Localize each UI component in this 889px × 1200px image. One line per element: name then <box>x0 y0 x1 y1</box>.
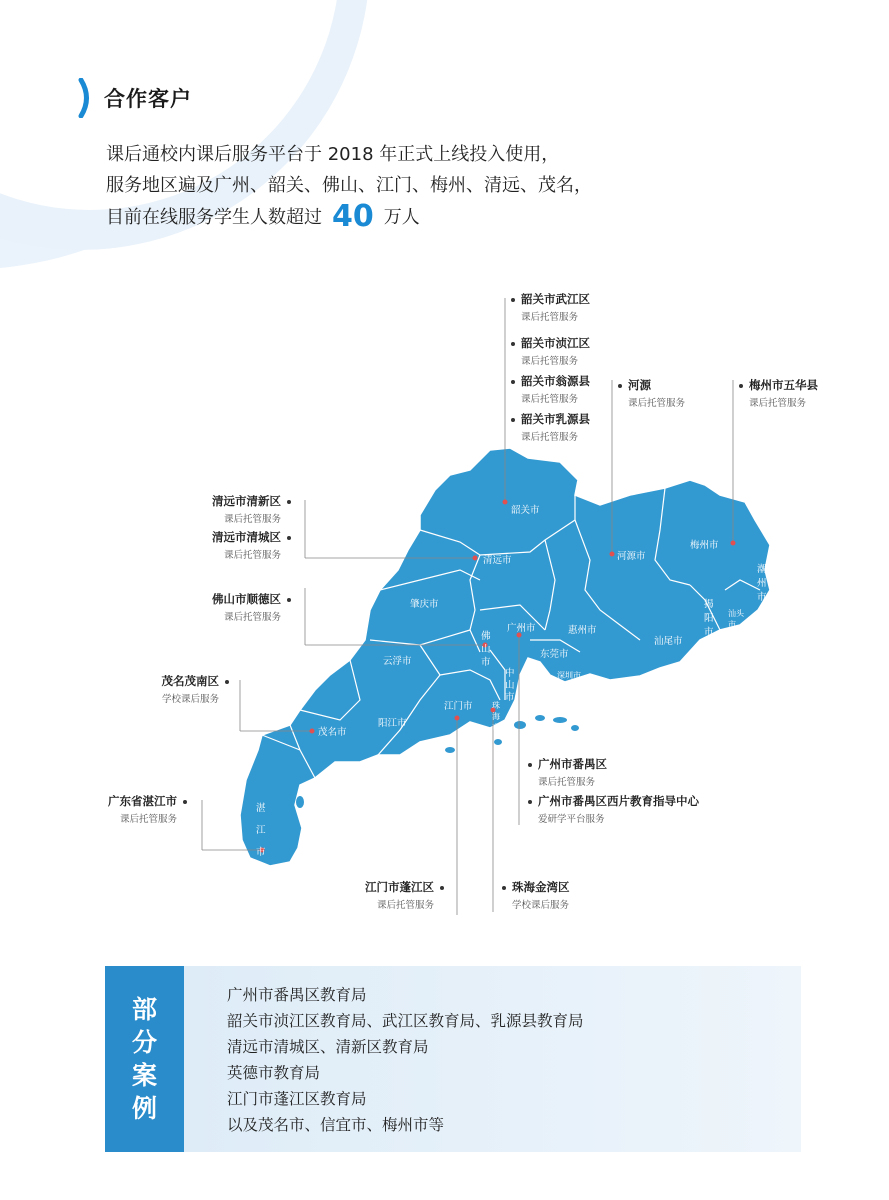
city-label: 韶关市 <box>511 505 540 516</box>
island <box>494 739 502 745</box>
city-label: 惠州市 <box>568 625 597 636</box>
city-label: 梅州市 <box>690 540 719 551</box>
city-label: 河源市 <box>617 551 646 562</box>
case-item: 韶关市浈江区教育局、武江区教育局、乳源县教育局 <box>227 1012 584 1030</box>
intro-line-1: 课后通校内课后服务平台于 2018 年正式上线投入使用， <box>106 144 560 165</box>
island <box>535 715 545 721</box>
city-label: 阳江市 <box>378 718 407 729</box>
city-label: 中山市 <box>505 668 515 703</box>
callout: 佛山市顺德区 课后托管服务 <box>212 592 297 625</box>
callout: 珠海金湾区 学校课后服务 <box>496 880 570 913</box>
cases-list <box>227 982 584 1138</box>
island <box>571 725 579 731</box>
callout: 茂名茂南区 学校课后服务 <box>162 674 236 707</box>
city-label: 佛山市 <box>481 631 491 668</box>
intro-text <box>106 140 592 233</box>
section-header <box>78 78 192 118</box>
island <box>296 796 304 808</box>
city-label: 深圳市 <box>557 671 581 680</box>
island <box>445 747 455 753</box>
city-label: 汕尾市 <box>654 636 683 647</box>
callout: 河源 课后托管服务 <box>612 378 685 411</box>
callout: 清远市清新区 课后托管服务 <box>212 494 297 527</box>
city-label: 汕头市 <box>728 609 744 629</box>
callout: 广东省湛江市 课后托管服务 <box>108 794 193 827</box>
case-item: 清远市清城区、清新区教育局 <box>227 1038 429 1056</box>
bracket-icon <box>78 78 94 118</box>
city-label: 清远市 <box>483 555 512 566</box>
city-label: 江门市 <box>444 701 473 712</box>
cases-tag-char: 例 <box>131 1094 157 1123</box>
city-label: 肇庆市 <box>410 599 439 610</box>
callout: 广州市番禺区西片教育指导中心 爱研学平台服务 <box>522 794 699 827</box>
cases-tag-char: 分 <box>131 1028 157 1057</box>
city-label: 茂名市 <box>318 727 347 738</box>
case-item: 广州市番禺区教育局 <box>227 986 367 1004</box>
callout: 韶关市乳源县 课后托管服务 <box>505 412 590 445</box>
island <box>553 717 567 723</box>
cases-panel <box>105 966 801 1152</box>
city-label: 珠海市 <box>492 701 500 732</box>
callout: 广州市番禺区 课后托管服务 <box>522 757 607 790</box>
city-label: 云浮市 <box>383 656 412 667</box>
city-label: 揭阳市 <box>704 599 714 638</box>
callout: 韶关市武江区 课后托管服务 <box>505 292 590 325</box>
intro-line-2: 服务地区遍及广州、韶关、佛山、江门、梅州、清远、茂名， <box>106 175 592 196</box>
intro-line-3-pre: 目前在线服务学生人数超过 <box>106 207 322 228</box>
case-item: 以及茂名市、信宜市、梅州市等 <box>227 1116 445 1134</box>
city-label: 东莞市 <box>540 649 569 660</box>
callout: 清远市清城区 课后托管服务 <box>212 530 297 563</box>
case-item: 英德市教育局 <box>227 1064 321 1082</box>
intro-line-3-post: 万人 <box>383 207 420 228</box>
callout: 韶关市翁源县 课后托管服务 <box>505 374 590 407</box>
student-count: 40 <box>332 199 374 234</box>
callout: 韶关市浈江区 课后托管服务 <box>505 336 590 369</box>
cases-tag-char: 部 <box>131 995 157 1024</box>
section-title: 合作客户 <box>104 87 192 111</box>
city-label: 广州市 <box>507 623 536 634</box>
intro-line-3 <box>106 199 592 234</box>
island <box>514 721 526 729</box>
cases-tag-char: 案 <box>131 1061 157 1090</box>
guangdong-map <box>0 280 889 930</box>
callout: 江门市蓬江区 课后托管服务 <box>365 880 450 913</box>
cases-tag <box>105 966 184 1152</box>
case-item: 江门市蓬江区教育局 <box>227 1090 367 1108</box>
callout: 梅州市五华县 课后托管服务 <box>733 378 818 411</box>
city-label: 湛江市 <box>256 803 266 858</box>
city-label: 潮州市 <box>757 564 767 603</box>
